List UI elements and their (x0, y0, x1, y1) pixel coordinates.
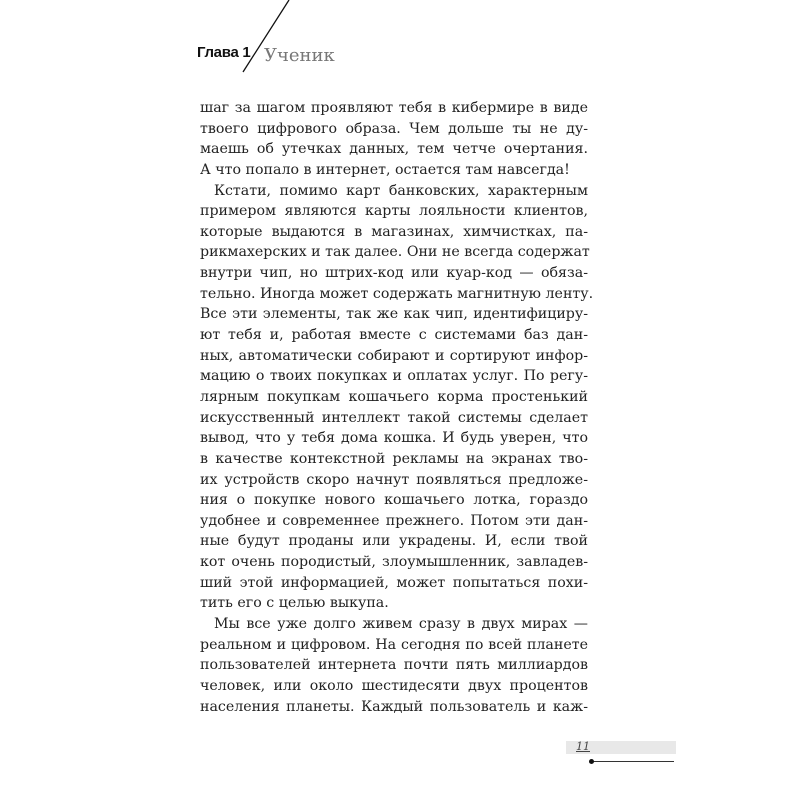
text-line: пользователей интернета почти пять миллиардов (200, 657, 588, 674)
text-line: населения планеты. Каждый пользователь и каж- (200, 698, 588, 715)
text-line: вывод, что у тебя дома кошка. И будь уверен, что (200, 430, 588, 447)
text-line: в качестве контекстной рекламы на экранах тво- (200, 450, 588, 467)
text-line: маешь об утечках данных, тем четче очертания. (200, 141, 588, 158)
text-line: мацию о твоих покупках и оплатах услуг. По регу- (200, 368, 588, 385)
text-line: твоего цифрового образа. Чем дольше ты не ду- (200, 120, 588, 137)
text-line: их устройств скоро начнут появляться предложе- (200, 471, 588, 488)
text-line: кот очень породистый, злоумышленник, завладев- (200, 554, 588, 571)
chapter-title: Ученик (264, 45, 335, 66)
page-number: 11 (576, 740, 590, 753)
text-line: ют тебя и, работая вместе с системами баз дан- (200, 327, 588, 344)
footer-rule (592, 761, 674, 762)
text-line: Все эти элементы, так же как чип, идентифициру- (200, 306, 588, 323)
text-line: лярным покупкам кошачьего корма простенький (200, 388, 588, 405)
footer-dot (589, 759, 594, 764)
text-line: Мы все уже долго живем сразу в двух мирах — (214, 616, 588, 633)
text-line: примером являются карты лояльности клиентов, (200, 203, 588, 220)
text-line: рикмахерских и так далее. Они не всегда содержат (200, 244, 590, 261)
text-line: реальном и цифровом. На сегодня по всей планете (200, 636, 588, 653)
body-text (200, 98, 594, 717)
text-line: внутри чип, но штрих-код или куар-код — обяза- (200, 265, 588, 282)
text-line: ший этой информацией, может попытаться похи- (200, 574, 588, 591)
chapter-label: Глава 1 (197, 44, 251, 61)
text-line: ные будут проданы или украдены. И, если твой (200, 533, 588, 550)
header-slash-divider (0, 0, 800, 100)
text-line: человек, или около шестидесяти двух процентов (200, 677, 588, 694)
text-line: удобнее и современнее прежнего. Потом эти дан- (200, 512, 588, 529)
text-line: ных, автоматически собирают и сортируют инфор- (200, 347, 588, 364)
text-line: тить его с целью выкупа. (200, 595, 389, 612)
text-line: шаг за шагом проявляют тебя в кибермире в виде (200, 100, 588, 116)
text-line: искусственный интеллект такой системы сделает (200, 409, 588, 426)
page-number-box (566, 741, 676, 754)
text-line: Кстати, помимо карт банковских, характерным (214, 182, 588, 199)
text-line: тельно. Иногда может содержать магнитную ленту. (200, 285, 594, 302)
text-line: которые выдаются в магазинах, химчистках, па- (200, 223, 588, 240)
text-line: ния о покупке нового кошачьего лотка, гораздо (200, 492, 588, 509)
text-line: А что попало в интернет, остается там навсегда! (200, 161, 570, 178)
